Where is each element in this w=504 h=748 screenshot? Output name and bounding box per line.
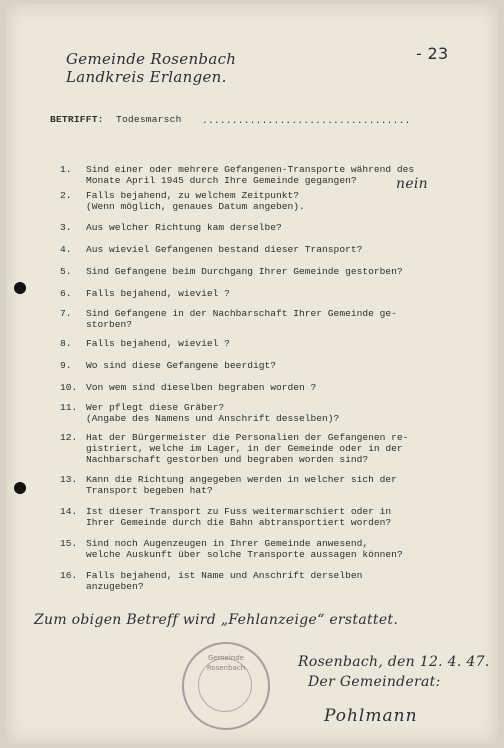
question-number: 6. [60,288,72,299]
question-text: Wer pflegt diese Gräber? (Angabe des Namens und Anschrift desselben)? [86,402,340,424]
question-number: 7. [60,308,72,319]
question-text: Aus welcher Richtung kam derselbe? [86,222,282,233]
question-text: Von wem sind dieselben begraben worden ? [86,382,317,393]
question-number: 10. [60,382,78,393]
punch-hole-upper [14,282,26,294]
question-number: 16. [60,570,78,581]
question-number: 3. [60,222,72,233]
signature: Pohlmann [324,706,418,726]
question-text: Kann die Richtung angegeben werden in welcher sich der Transport begeben hat? [86,474,397,496]
question-number: 14. [60,506,78,517]
answer-q1: nein [396,176,428,192]
question-number: 2. [60,190,72,201]
subject-value: Todesmarsch [116,114,182,125]
question-number: 5. [60,266,72,277]
question-text: Falls bejahend, wieviel ? [86,338,230,349]
punch-hole-lower [14,482,26,494]
subject-dots: ................................... [202,115,411,126]
question-number: 13. [60,474,78,485]
question-text: Falls bejahend, wieviel ? [86,288,230,299]
question-number: 12. [60,432,78,443]
signatory-role: Der Gemeinderat: [308,674,441,690]
question-text: Falls bejahend, zu welchem Zeitpunkt? (Wenn möglich, genaues Datum angeben). [86,190,305,212]
stamp-top-text: Gemeinde [208,654,244,662]
question-text: Sind noch Augenzeugen in Ihrer Gemeinde anwesend, welche Auskunft über solche Transporte aussagen können? [86,538,403,560]
question-text: Sind Gefangene beim Durchgang Ihrer Gemeinde gestorben? [86,266,403,277]
document-page [6,4,498,744]
question-text: Hat der Bürgermeister die Personalien der Gefangenen re- gistriert, welche im Lager, in der Gemeinde oder in der Nachbarschaft gestorben und begraben worden sind? [86,432,409,465]
report-note: Zum obigen Betreff wird „Fehlanzeige“ erstattet. [34,612,399,628]
question-number: 11. [60,402,78,413]
question-number: 9. [60,360,72,371]
district-heading: Landkreis Erlangen. [66,68,227,86]
question-number: 8. [60,338,72,349]
question-text: Sind Gefangene in der Nachbarschaft Ihrer Gemeinde ge- storben? [86,308,397,330]
page-mark: - 23 [416,44,449,63]
municipal-stamp [182,642,270,730]
question-text: Wo sind diese Gefangene beerdigt? [86,360,276,371]
question-number: 1. [60,164,72,175]
stamp-bottom-text: Rosenbach [206,664,246,672]
question-text: Falls bejahend, ist Name und Anschrift derselben anzugeben? [86,570,363,592]
question-number: 15. [60,538,78,549]
question-number: 4. [60,244,72,255]
question-text: Ist dieser Transport zu Fuss weitermarschiert oder in Ihrer Gemeinde durch die Bahn abtransportiert worden? [86,506,392,528]
question-text: Aus wieviel Gefangenen bestand dieser Transport? [86,244,363,255]
municipality-heading: Gemeinde Rosenbach [66,50,237,68]
question-text: Sind einer oder mehrere Gefangenen-Transporte während des Monate April 1945 durch Ihre Gemeinde gegangen? [86,164,415,186]
place-date: Rosenbach, den 12. 4. 47. [298,654,490,670]
subject-label: BETRIFFT: [50,114,104,125]
